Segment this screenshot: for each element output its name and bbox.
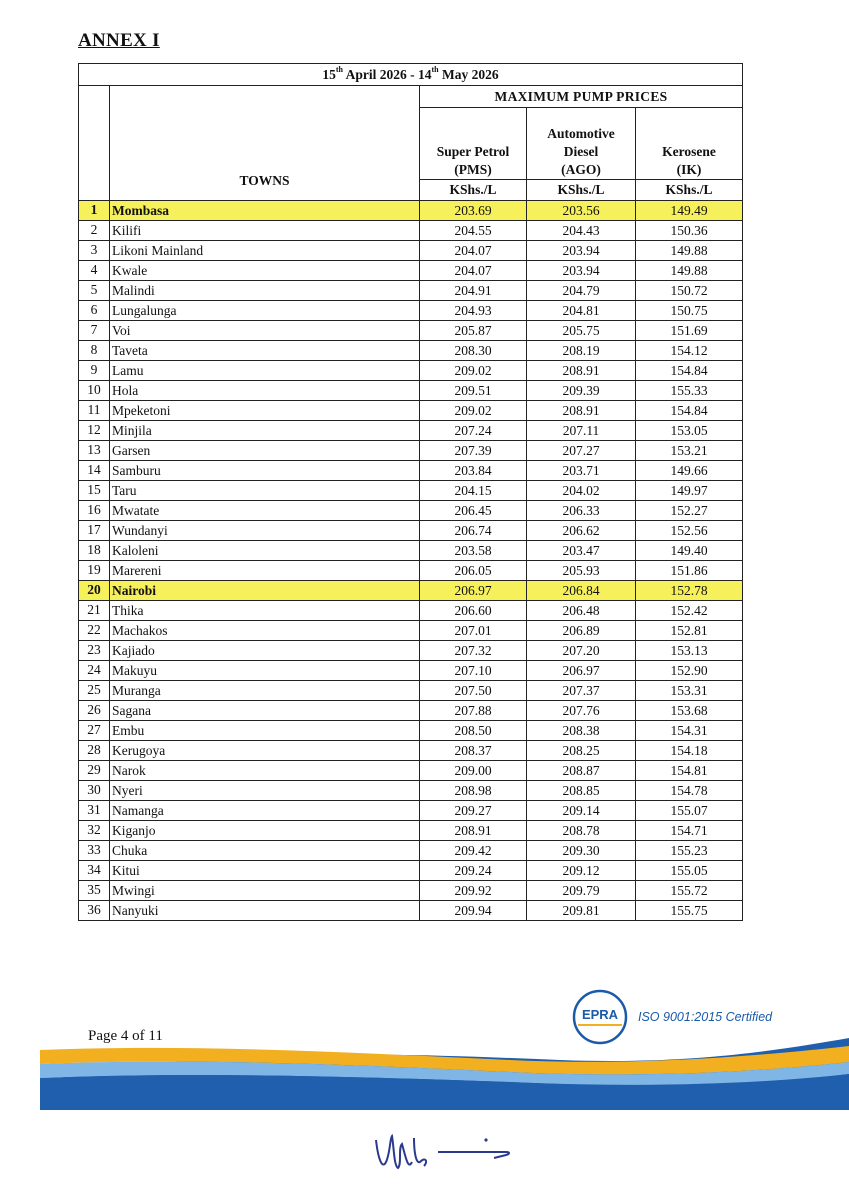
kerosene-price: 155.23 xyxy=(636,841,743,861)
super-petrol-price: 207.10 xyxy=(420,661,527,681)
super-petrol-price: 209.27 xyxy=(420,801,527,821)
kerosene-price: 155.05 xyxy=(636,861,743,881)
super-petrol-price: 203.69 xyxy=(420,201,527,221)
super-petrol-price: 209.51 xyxy=(420,381,527,401)
row-number: 14 xyxy=(79,461,110,481)
row-number: 33 xyxy=(79,841,110,861)
row-number: 11 xyxy=(79,401,110,421)
row-number: 34 xyxy=(79,861,110,881)
table-row xyxy=(79,561,743,581)
kerosene-price: 153.05 xyxy=(636,421,743,441)
table-row xyxy=(79,521,743,541)
super-petrol-price: 209.42 xyxy=(420,841,527,861)
kerosene-price: 150.36 xyxy=(636,221,743,241)
row-number: 10 xyxy=(79,381,110,401)
diesel-price: 207.11 xyxy=(527,421,636,441)
kerosene-price: 155.33 xyxy=(636,381,743,401)
petrol-unit: KShs./L xyxy=(420,180,527,201)
town-name: Malindi xyxy=(110,281,420,301)
kerosene-price: 152.27 xyxy=(636,501,743,521)
town-name: Nanyuki xyxy=(110,901,420,921)
town-name: Narok xyxy=(110,761,420,781)
kerosene-price: 152.42 xyxy=(636,601,743,621)
table-row xyxy=(79,721,743,741)
town-name: Hola xyxy=(110,381,420,401)
row-number: 15 xyxy=(79,481,110,501)
table-row xyxy=(79,341,743,361)
max-pump-prices-header: MAXIMUM PUMP PRICES xyxy=(420,86,743,108)
town-name: Kilifi xyxy=(110,221,420,241)
table-row xyxy=(79,321,743,341)
row-number: 19 xyxy=(79,561,110,581)
town-name: Garsen xyxy=(110,441,420,461)
footer-wave-banner xyxy=(40,1030,849,1110)
super-petrol-price: 208.98 xyxy=(420,781,527,801)
super-petrol-price: 205.87 xyxy=(420,321,527,341)
table-row xyxy=(79,221,743,241)
table-row xyxy=(79,581,743,601)
town-name: Kaloleni xyxy=(110,541,420,561)
table-row xyxy=(79,701,743,721)
diesel-price: 207.76 xyxy=(527,701,636,721)
row-number: 12 xyxy=(79,421,110,441)
town-name: Nairobi xyxy=(110,581,420,601)
row-number: 7 xyxy=(79,321,110,341)
kerosene-price: 155.75 xyxy=(636,901,743,921)
row-number: 8 xyxy=(79,341,110,361)
kerosene-price: 154.18 xyxy=(636,741,743,761)
kerosene-price: 152.78 xyxy=(636,581,743,601)
row-number: 13 xyxy=(79,441,110,461)
kerosene-price: 149.40 xyxy=(636,541,743,561)
diesel-price: 208.38 xyxy=(527,721,636,741)
diesel-unit: KShs./L xyxy=(527,180,636,201)
annex-title: ANNEX I xyxy=(78,30,160,51)
table-row xyxy=(79,761,743,781)
table-row xyxy=(79,481,743,501)
table-body xyxy=(79,201,743,921)
town-name: Embu xyxy=(110,721,420,741)
diesel-price: 209.81 xyxy=(527,901,636,921)
town-name: Likoni Mainland xyxy=(110,241,420,261)
diesel-price: 209.39 xyxy=(527,381,636,401)
town-name: Mombasa xyxy=(110,201,420,221)
table-row xyxy=(79,401,743,421)
super-petrol-price: 208.50 xyxy=(420,721,527,741)
diesel-price: 203.56 xyxy=(527,201,636,221)
table-row xyxy=(79,681,743,701)
iso-certified-text: ISO 9001:2015 Certified xyxy=(638,1010,773,1024)
town-name: Taru xyxy=(110,481,420,501)
table-row xyxy=(79,501,743,521)
kerosene-price: 152.90 xyxy=(636,661,743,681)
epra-logo xyxy=(565,988,635,1046)
super-petrol-price: 209.94 xyxy=(420,901,527,921)
super-petrol-price: 207.01 xyxy=(420,621,527,641)
town-name: Kerugoya xyxy=(110,741,420,761)
kerosene-price: 153.13 xyxy=(636,641,743,661)
super-petrol-price: 204.07 xyxy=(420,241,527,261)
diesel-price: 203.71 xyxy=(527,461,636,481)
row-number: 5 xyxy=(79,281,110,301)
table-row xyxy=(79,741,743,761)
kerosene-price: 149.97 xyxy=(636,481,743,501)
number-header-cell xyxy=(79,86,110,201)
town-name: Thika xyxy=(110,601,420,621)
super-petrol-header: Super Petrol (PMS) xyxy=(420,108,527,180)
row-number: 21 xyxy=(79,601,110,621)
kerosene-price: 154.71 xyxy=(636,821,743,841)
super-petrol-price: 204.15 xyxy=(420,481,527,501)
kerosene-price: 154.78 xyxy=(636,781,743,801)
svg-text:EPRA: EPRA xyxy=(581,1007,619,1022)
town-name: Sagana xyxy=(110,701,420,721)
town-name: Kajiado xyxy=(110,641,420,661)
page-number: Page 4 of 11 xyxy=(88,1028,163,1044)
kerosene-price: 155.72 xyxy=(636,881,743,901)
diesel-price: 204.81 xyxy=(527,301,636,321)
table-row xyxy=(79,361,743,381)
super-petrol-price: 206.60 xyxy=(420,601,527,621)
diesel-price: 206.48 xyxy=(527,601,636,621)
row-number: 27 xyxy=(79,721,110,741)
kerosene-price: 149.66 xyxy=(636,461,743,481)
row-number: 35 xyxy=(79,881,110,901)
town-name: Chuka xyxy=(110,841,420,861)
super-petrol-price: 206.97 xyxy=(420,581,527,601)
super-petrol-price: 206.05 xyxy=(420,561,527,581)
kerosene-price: 150.75 xyxy=(636,301,743,321)
row-number: 25 xyxy=(79,681,110,701)
super-petrol-price: 209.24 xyxy=(420,861,527,881)
row-number: 22 xyxy=(79,621,110,641)
kerosene-price: 154.31 xyxy=(636,721,743,741)
diesel-price: 208.85 xyxy=(527,781,636,801)
table-row xyxy=(79,261,743,281)
kerosene-price: 152.56 xyxy=(636,521,743,541)
row-number: 2 xyxy=(79,221,110,241)
kerosene-price: 150.72 xyxy=(636,281,743,301)
super-petrol-price: 209.02 xyxy=(420,361,527,381)
kerosene-price: 151.86 xyxy=(636,561,743,581)
row-number: 30 xyxy=(79,781,110,801)
super-petrol-price: 208.30 xyxy=(420,341,527,361)
diesel-price: 206.62 xyxy=(527,521,636,541)
kerosene-price: 154.12 xyxy=(636,341,743,361)
town-name: Mpeketoni xyxy=(110,401,420,421)
diesel-price: 209.12 xyxy=(527,861,636,881)
table-row xyxy=(79,801,743,821)
kerosene-price: 149.49 xyxy=(636,201,743,221)
diesel-price: 206.89 xyxy=(527,621,636,641)
diesel-price: 204.43 xyxy=(527,221,636,241)
row-number: 32 xyxy=(79,821,110,841)
town-name: Mwatate xyxy=(110,501,420,521)
town-name: Machakos xyxy=(110,621,420,641)
town-name: Makuyu xyxy=(110,661,420,681)
super-petrol-price: 204.55 xyxy=(420,221,527,241)
table-row xyxy=(79,821,743,841)
table-row xyxy=(79,841,743,861)
town-name: Kwale xyxy=(110,261,420,281)
town-name: Namanga xyxy=(110,801,420,821)
super-petrol-price: 207.50 xyxy=(420,681,527,701)
towns-header: TOWNS xyxy=(110,86,420,201)
diesel-price: 206.33 xyxy=(527,501,636,521)
diesel-price: 203.47 xyxy=(527,541,636,561)
table-row xyxy=(79,421,743,441)
diesel-price: 208.87 xyxy=(527,761,636,781)
kerosene-price: 152.81 xyxy=(636,621,743,641)
row-number: 3 xyxy=(79,241,110,261)
super-petrol-price: 204.93 xyxy=(420,301,527,321)
row-number: 16 xyxy=(79,501,110,521)
diesel-price: 205.93 xyxy=(527,561,636,581)
town-name: Wundanyi xyxy=(110,521,420,541)
table-row xyxy=(79,621,743,641)
diesel-price: 209.14 xyxy=(527,801,636,821)
town-name: Mwingi xyxy=(110,881,420,901)
price-period: 15th April 2026 - 14th May 2026 xyxy=(79,64,743,86)
town-name: Voi xyxy=(110,321,420,341)
super-petrol-price: 207.39 xyxy=(420,441,527,461)
town-name: Taveta xyxy=(110,341,420,361)
town-name: Marereni xyxy=(110,561,420,581)
super-petrol-price: 203.84 xyxy=(420,461,527,481)
town-name: Minjila xyxy=(110,421,420,441)
super-petrol-price: 207.24 xyxy=(420,421,527,441)
town-name: Samburu xyxy=(110,461,420,481)
table-row xyxy=(79,301,743,321)
super-petrol-price: 207.32 xyxy=(420,641,527,661)
diesel-price: 208.78 xyxy=(527,821,636,841)
diesel-price: 206.84 xyxy=(527,581,636,601)
super-petrol-price: 208.91 xyxy=(420,821,527,841)
kerosene-price: 149.88 xyxy=(636,241,743,261)
row-number: 4 xyxy=(79,261,110,281)
kerosene-price: 154.84 xyxy=(636,401,743,421)
table-row xyxy=(79,241,743,261)
table-row xyxy=(79,381,743,401)
table-row xyxy=(79,641,743,661)
row-number: 1 xyxy=(79,201,110,221)
kerosene-price: 154.81 xyxy=(636,761,743,781)
super-petrol-price: 209.92 xyxy=(420,881,527,901)
diesel-price: 208.91 xyxy=(527,361,636,381)
super-petrol-price: 206.74 xyxy=(420,521,527,541)
super-petrol-price: 203.58 xyxy=(420,541,527,561)
table-row xyxy=(79,661,743,681)
kerosene-price: 151.69 xyxy=(636,321,743,341)
diesel-price: 209.30 xyxy=(527,841,636,861)
kerosene-price: 149.88 xyxy=(636,261,743,281)
super-petrol-price: 204.07 xyxy=(420,261,527,281)
kerosene-price: 155.07 xyxy=(636,801,743,821)
town-name: Muranga xyxy=(110,681,420,701)
signature xyxy=(368,1118,518,1178)
row-number: 31 xyxy=(79,801,110,821)
diesel-price: 206.97 xyxy=(527,661,636,681)
diesel-price: 207.20 xyxy=(527,641,636,661)
diesel-price: 205.75 xyxy=(527,321,636,341)
diesel-price: 203.94 xyxy=(527,261,636,281)
row-number: 23 xyxy=(79,641,110,661)
row-number: 9 xyxy=(79,361,110,381)
row-number: 18 xyxy=(79,541,110,561)
diesel-price: 204.79 xyxy=(527,281,636,301)
kerosene-price: 153.31 xyxy=(636,681,743,701)
diesel-price: 208.91 xyxy=(527,401,636,421)
row-number: 24 xyxy=(79,661,110,681)
super-petrol-price: 208.37 xyxy=(420,741,527,761)
kerosene-price: 153.68 xyxy=(636,701,743,721)
table-row xyxy=(79,601,743,621)
pump-prices-table xyxy=(78,63,743,921)
diesel-header: Automotive Diesel (AGO) xyxy=(527,108,636,180)
table-row xyxy=(79,441,743,461)
town-name: Kiganjo xyxy=(110,821,420,841)
diesel-price: 209.79 xyxy=(527,881,636,901)
super-petrol-price: 206.45 xyxy=(420,501,527,521)
row-number: 28 xyxy=(79,741,110,761)
diesel-price: 207.37 xyxy=(527,681,636,701)
table-row xyxy=(79,541,743,561)
row-number: 20 xyxy=(79,581,110,601)
town-name: Nyeri xyxy=(110,781,420,801)
table-row xyxy=(79,461,743,481)
row-number: 26 xyxy=(79,701,110,721)
table-row xyxy=(79,281,743,301)
row-number: 17 xyxy=(79,521,110,541)
table-row xyxy=(79,901,743,921)
diesel-price: 208.25 xyxy=(527,741,636,761)
table-row xyxy=(79,861,743,881)
kerosene-price: 154.84 xyxy=(636,361,743,381)
row-number: 29 xyxy=(79,761,110,781)
row-number: 6 xyxy=(79,301,110,321)
diesel-price: 208.19 xyxy=(527,341,636,361)
kerosene-unit: KShs./L xyxy=(636,180,743,201)
kerosene-price: 153.21 xyxy=(636,441,743,461)
super-petrol-price: 204.91 xyxy=(420,281,527,301)
row-number: 36 xyxy=(79,901,110,921)
town-name: Lungalunga xyxy=(110,301,420,321)
diesel-price: 203.94 xyxy=(527,241,636,261)
town-name: Kitui xyxy=(110,861,420,881)
table-row xyxy=(79,201,743,221)
diesel-price: 207.27 xyxy=(527,441,636,461)
kerosene-header: Kerosene (IK) xyxy=(636,108,743,180)
super-petrol-price: 209.02 xyxy=(420,401,527,421)
super-petrol-price: 209.00 xyxy=(420,761,527,781)
table-row xyxy=(79,881,743,901)
table-row xyxy=(79,781,743,801)
town-name: Lamu xyxy=(110,361,420,381)
super-petrol-price: 207.88 xyxy=(420,701,527,721)
diesel-price: 204.02 xyxy=(527,481,636,501)
